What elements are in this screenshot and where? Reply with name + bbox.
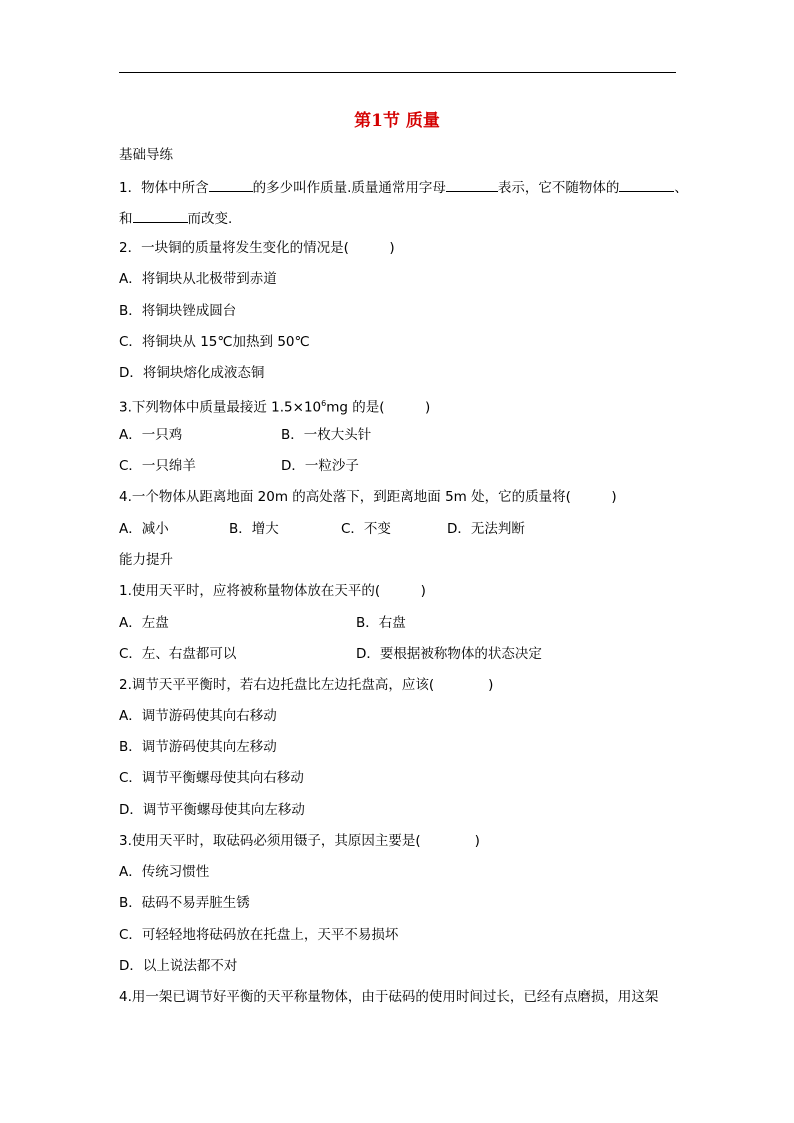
q1-text-5: 和 [119,211,133,227]
ability-question-2-stem: 2.调节天平平衡时，若右边托盘比左边托盘高，应该( ) [119,677,494,693]
q1-blank-3 [619,177,674,192]
ability-question-2-option-d: D．调节平衡螺母使其向左移动 [119,802,305,818]
section-heading-basic: 基础导练 [119,147,173,163]
question-4-stem: 4.一个物体从距离地面 20m 的高处落下，到距离地面 5m 处，它的质量将( ) [119,489,617,505]
ability-question-3-option-a: A．传统习惯性 [119,864,210,880]
question-2-option-b: B．将铜块锉成圆台 [119,303,237,319]
ability-question-2-option-c: C．调节平衡螺母使其向右移动 [119,770,304,786]
question-3-options-row-2 [119,457,359,475]
ability-question-1-options-row-1 [119,614,406,632]
question-1-line-1 [119,177,688,197]
ability-question-1-options-row-2 [119,645,542,663]
q3-stem-a: 3.下列物体中质量最接近 1.5×10 [119,399,322,416]
question-2-option-d: D．将铜块熔化成液态铜 [119,365,265,381]
ability-question-1-option-d: D．要根据被称物体的状态决定 [356,646,542,662]
q1-text-4: 、 [674,180,688,196]
question-2-option-a: A．将铜块从北极带到赤道 [119,271,277,287]
question-4-option-d: D．无法判断 [447,521,525,537]
q1-text-3: 表示，它不随物体的 [497,180,620,196]
question-1-line-2 [119,208,232,228]
question-3-option-d: D．一粒沙子 [281,458,359,474]
question-3-option-a: A．一只鸡 [119,427,183,443]
question-2-option-c: C．将铜块从 15℃加热到 50℃ [119,334,310,350]
question-4-option-c: C．不变 [341,521,391,537]
q1-blank-4 [133,208,188,223]
question-3-options-row-1 [119,426,371,444]
q3-exponent: 6 [321,399,327,408]
ability-question-1-option-c: C．左、右盘都可以 [119,646,237,662]
ability-question-1-option-a: A．左盘 [119,615,169,631]
ability-question-3-option-d: D．以上说法都不对 [119,958,238,974]
ability-question-3-option-c: C．可轻轻地将砝码放在托盘上，天平不易损坏 [119,927,399,943]
question-3-option-b: B．一枚大头针 [281,427,372,443]
question-4-options [119,520,525,538]
q1-text-1: 1．物体中所含 [119,180,209,196]
question-3-option-c: C．一只绵羊 [119,458,196,474]
q1-text-2: 的多少叫作质量.质量通常用字母 [252,180,446,196]
ability-question-2-option-a: A．调节游码使其向右移动 [119,708,277,724]
ability-question-1-option-b: B．右盘 [356,615,406,631]
section-heading-advanced: 能力提升 [119,552,173,568]
ability-question-3-option-b: B．砝码不易弄脏生锈 [119,895,250,911]
q3-stem-b: mg 的是( ) [326,399,431,416]
header-rule [119,72,676,73]
ability-question-4-stem: 4.用一架已调节好平衡的天平称量物体，由于砝码的使用时间过长，已经有点磨损，用这架 [119,989,659,1005]
page-title: 第1节 质量 [354,111,440,131]
q1-blank-1 [209,177,253,192]
question-3-stem [119,395,430,417]
question-4-option-a: A．减小 [119,521,169,537]
ability-question-3-stem: 3.使用天平时，取砝码必须用镊子，其原因主要是( ) [119,833,480,849]
question-4-option-b: B．增大 [229,521,279,537]
ability-question-1-stem: 1.使用天平时，应将被称量物体放在天平的( ) [119,583,426,599]
q1-text-6: 而改变. [187,211,233,227]
question-2-stem: 2．一块铜的质量将发生变化的情况是( ) [119,240,395,256]
q1-blank-2 [446,177,498,192]
ability-question-2-option-b: B．调节游码使其向左移动 [119,739,277,755]
